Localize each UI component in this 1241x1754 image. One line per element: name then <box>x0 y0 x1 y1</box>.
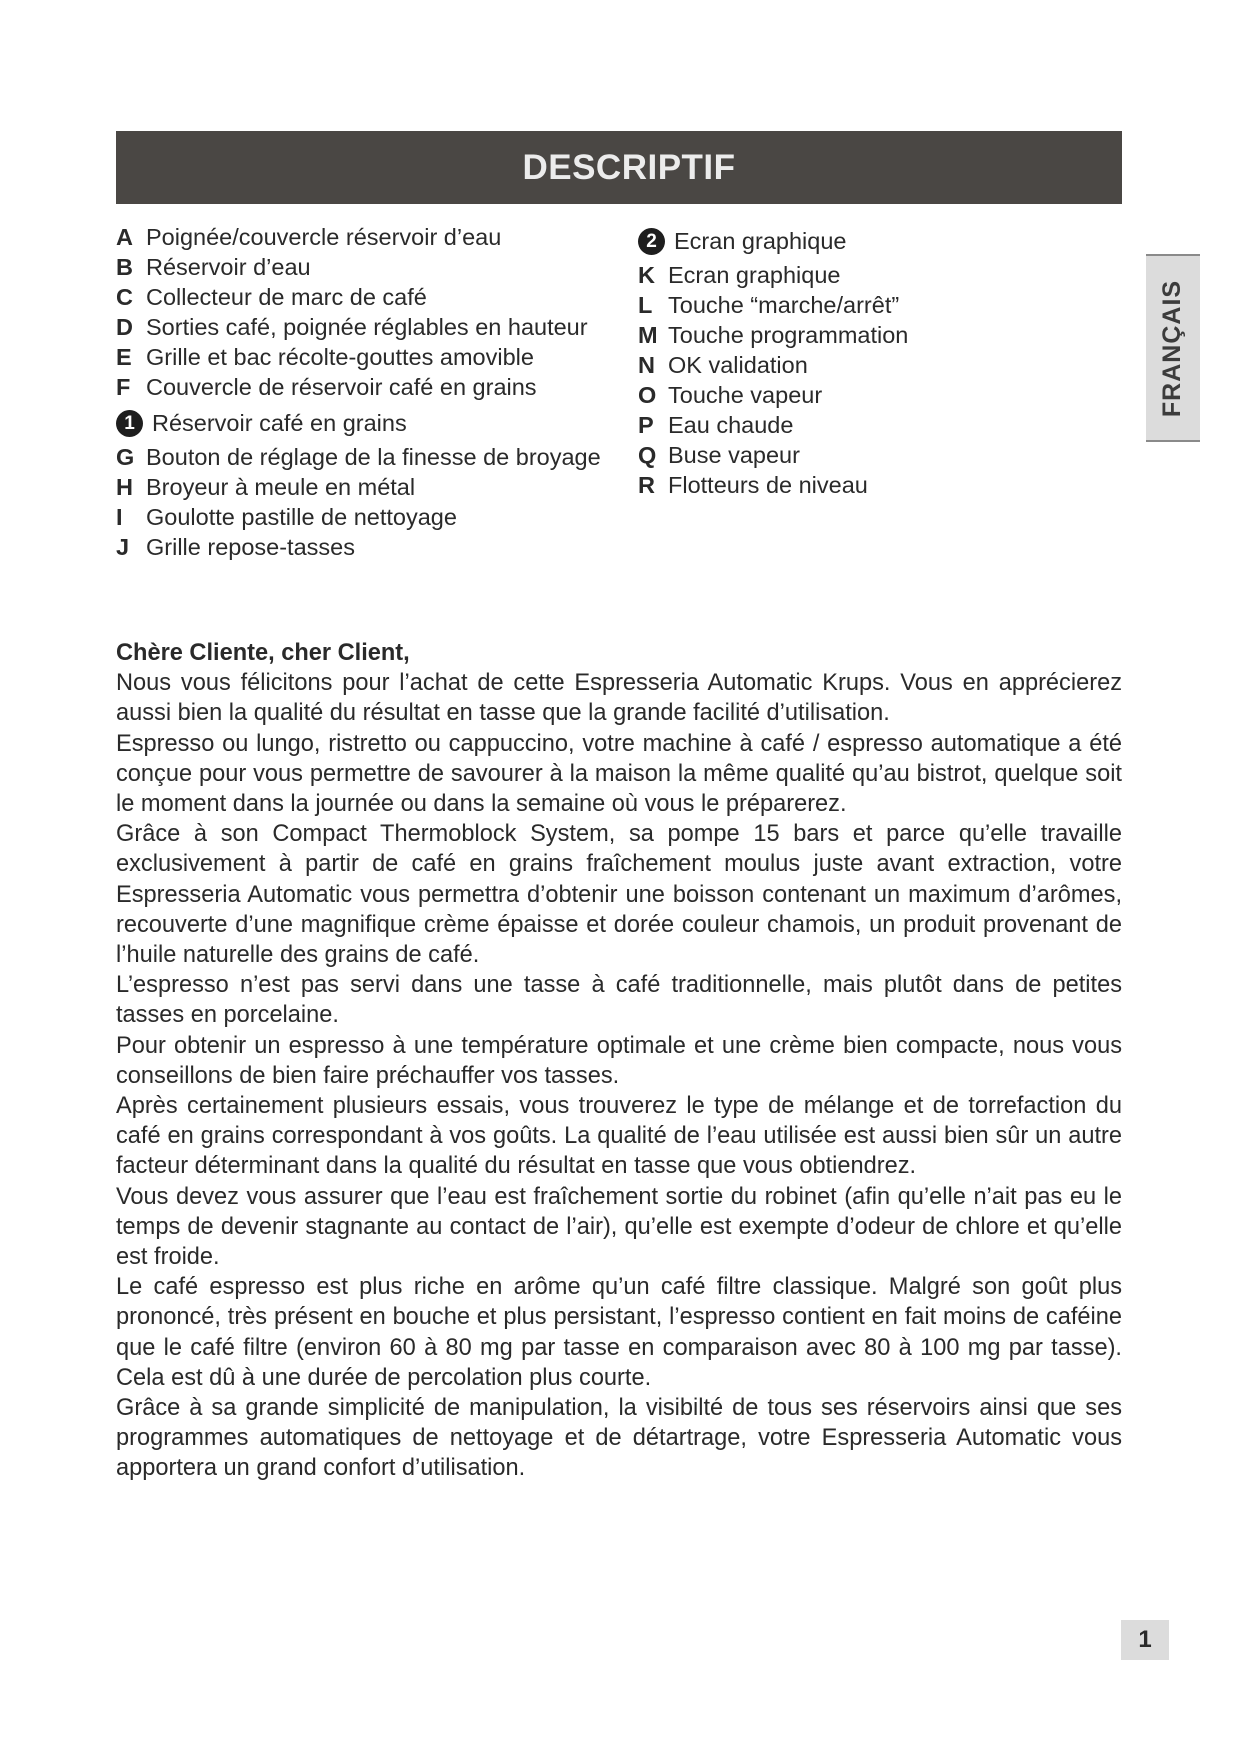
part-item <box>116 472 636 502</box>
part-letter: D <box>116 314 133 340</box>
part-item <box>638 470 1058 500</box>
part-text: Grille et bac récolte-gouttes amovible <box>146 344 534 370</box>
part-item <box>638 440 1058 470</box>
intro-paragraph: L’espresso n’est pas servi dans une tasse à café traditionnelle, mais plutôt dans de petites tasses en porcelaine. <box>116 972 1122 1029</box>
page-number: 1 <box>1121 1620 1169 1660</box>
part-letter: F <box>116 374 131 400</box>
part-item <box>116 252 636 282</box>
section-2-heading <box>638 226 1058 256</box>
section-1-heading <box>116 408 636 438</box>
part-letter: E <box>116 344 132 370</box>
part-text: Grille repose-tasses <box>146 534 355 560</box>
intro-paragraph: Grâce à son Compact Thermoblock System, sa pompe 15 bars et parce qu’elle travaille exclusivement à partir de café en grains fraîchement moulus juste avant extraction, votre Espresseria Automatic vous permettra d’obtenir une boisson contenant un maximum d’arômes, recouverte d’une magnifique crème épaisse et dorée couleur chamois, un produit provenant de l’huile naturelle des grains de café. <box>116 821 1122 969</box>
section-header <box>116 131 1122 204</box>
parts-list-right <box>638 226 1058 500</box>
part-item <box>116 502 636 532</box>
intro-paragraph: Vous devez vous assurer que l’eau est fraîchement sortie du robinet (afin qu’elle n’ait pas eu le temps de devenir stagnante au contact de l’air), qu’elle est exempte d’odeur de chlore et qu’elle est froide. <box>116 1183 1122 1271</box>
part-letter: P <box>638 412 654 438</box>
part-item <box>116 312 636 342</box>
part-letter: K <box>638 262 655 288</box>
part-text: Broyeur à meule en métal <box>146 474 416 500</box>
part-text: Buse vapeur <box>668 442 800 468</box>
part-letter: O <box>638 382 657 408</box>
intro-paragraph: Pour obtenir un espresso à une température optimale et une crème bien compacte, nous vous conseillons de bien faire préchauffer vos tasses. <box>116 1032 1122 1089</box>
part-item <box>638 320 1058 350</box>
language-label: FRANÇAIS <box>1158 279 1187 417</box>
part-item <box>638 350 1058 380</box>
greeting: Chère Cliente, cher Client, <box>116 640 410 666</box>
part-item <box>116 372 636 402</box>
part-text: Collecteur de marc de café <box>146 284 427 310</box>
part-text: Ecran graphique <box>668 262 841 288</box>
part-text: OK validation <box>668 352 808 378</box>
language-tab <box>1146 254 1200 442</box>
part-item <box>638 380 1058 410</box>
part-text: Flotteurs de niveau <box>668 472 868 498</box>
part-item <box>638 410 1058 440</box>
part-text: Touche vapeur <box>668 382 823 408</box>
parts-list-left <box>116 222 636 562</box>
part-text: Touche “marche/arrêt” <box>668 292 900 318</box>
part-text: Poignée/couvercle réservoir d’eau <box>146 224 502 250</box>
part-letter: A <box>116 224 133 250</box>
part-text: Bouton de réglage de la finesse de broyage <box>146 444 601 470</box>
intro-body <box>116 638 1122 1484</box>
part-letter: J <box>116 534 130 560</box>
number-2-icon: 2 <box>638 228 665 255</box>
part-letter: Q <box>638 442 657 468</box>
part-item <box>638 260 1058 290</box>
part-text: Goulotte pastille de nettoyage <box>146 504 457 530</box>
part-item <box>638 290 1058 320</box>
part-item <box>116 222 636 252</box>
part-text: Eau chaude <box>668 412 794 438</box>
part-letter: C <box>116 284 133 310</box>
part-letter: B <box>116 254 133 280</box>
section-title: DESCRIPTIF <box>522 147 736 187</box>
part-text: Sorties café, poignée réglables en hauteur <box>146 314 588 340</box>
intro-paragraph: Grâce à sa grande simplicité de manipulation, la visibilté de tous ses réservoirs ainsi que ses programmes automatiques de nettoyage et de détartrage, votre Espresseria Automatic vous apportera un grand confort d’utilisation. <box>116 1395 1122 1482</box>
section-1-text: Réservoir café en grains <box>152 410 407 436</box>
part-letter: H <box>116 474 133 500</box>
part-letter: M <box>638 322 658 348</box>
intro-paragraph: Après certainement plusieurs essais, vous trouverez le type de mélange et de torrefaction du café en grains correspondant à vos goûts. La qualité de l’eau utilisée est aussi bien sûr un autre facteur déterminant dans la qualité du résultat en tasse que vous obtiendrez. <box>116 1093 1122 1180</box>
part-text: Couvercle de réservoir café en grains <box>146 374 537 400</box>
part-letter: N <box>638 352 655 378</box>
intro-paragraph: Espresso ou lungo, ristretto ou cappuccino, votre machine à café / espresso automatique a été conçue pour vous permettre de savourer à la maison la même qualité qu’au bistrot, quelque soit le moment dans la journée ou dans la semaine où vous le préparerez. <box>116 730 1122 818</box>
part-item <box>116 342 636 372</box>
part-letter: G <box>116 444 135 470</box>
part-letter: I <box>116 504 123 530</box>
section-2-text: Ecran graphique <box>674 228 847 254</box>
part-item <box>116 442 636 472</box>
part-item <box>116 282 636 312</box>
number-1-icon: 1 <box>116 410 143 437</box>
part-text: Touche programmation <box>668 322 909 348</box>
part-item <box>116 532 636 562</box>
intro-paragraph: Nous vous félicitons pour l’achat de cette Espresseria Automatic Krups. Vous en apprécierez aussi bien la qualité du résultat en tasse que la grande facilité d’utilisation. <box>116 670 1122 727</box>
part-text: Réservoir d’eau <box>146 254 311 280</box>
part-letter: R <box>638 472 655 498</box>
intro-paragraph: Le café espresso est plus riche en arôme qu’un café filtre classique. Malgré son goût plus prononcé, très présent en bouche et plus persistant, l’espresso contient en fait moins de caféine que le café filtre (environ 60 à 80 mg par tasse en comparaison avec 80 à 100 mg par tasse). Cela est dû à une durée de percolation plus courte. <box>116 1274 1122 1391</box>
part-letter: L <box>638 292 653 318</box>
